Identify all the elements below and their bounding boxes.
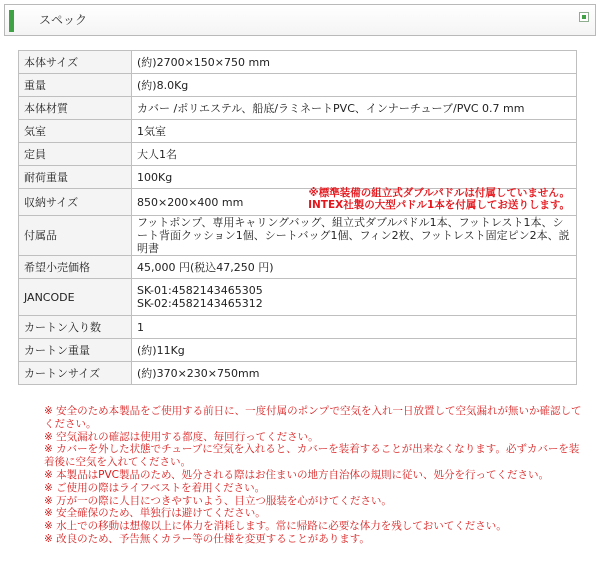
spec-value: 1気室 — [132, 120, 577, 143]
spec-label: 重量 — [19, 74, 132, 97]
spec-value: (約)11Kg — [132, 339, 577, 362]
section-header — [4, 4, 596, 36]
table-row — [19, 362, 577, 385]
table-row — [19, 339, 577, 362]
table-row — [19, 97, 577, 120]
table-row — [19, 51, 577, 74]
jancode-value: SK-01:4582143465305 — [137, 284, 263, 297]
table-row — [19, 316, 577, 339]
spec-label: 気室 — [19, 120, 132, 143]
spec-label: 耐荷重量 — [19, 166, 132, 189]
section-title: スペック — [39, 13, 88, 27]
spec-value-cell — [132, 189, 577, 216]
spec-table — [18, 50, 577, 385]
caution-note: ※ ご使用の際はライフベストを着用ください。 — [44, 481, 266, 494]
spec-value: カバー /ポリエステル、船底/ラミネートPVC、インナーチューブ/PVC 0.7 mm — [132, 97, 577, 120]
table-row — [19, 256, 577, 279]
spec-label: 本体サイズ — [19, 51, 132, 74]
spec-label: カートン入り数 — [19, 316, 132, 339]
spec-value: フットポンプ、専用キャリングバッグ、組立式ダブルパドル1本、フットレスト1本、シート背面クッション1個、シートバッグ1個、フィン2枚、フットレスト固定ピン2本、説明書 — [132, 216, 577, 256]
spec-label: 本体材質 — [19, 97, 132, 120]
spec-label: 収納サイズ — [19, 189, 132, 216]
spec-label: 定員 — [19, 143, 132, 166]
collapse-toggle-icon[interactable] — [579, 12, 589, 22]
caution-note: ※ 改良のため、予告無くカラー等の仕様を変更することがあります。 — [44, 532, 370, 545]
caution-note: ※ 本製品はPVC製品のため、処分される際はお住まいの地方自治体の規則に従い、処分を行ってください。 — [44, 468, 550, 481]
table-row — [19, 279, 577, 316]
caution-note: ※ 水上での移動は想像以上に体力を消耗します。常に帰路に必要な体力を残しておいてください。 — [44, 520, 507, 533]
paddle-notice — [308, 187, 570, 211]
spec-value: (約)370×230×750mm — [132, 362, 577, 385]
caution-notes — [44, 405, 584, 546]
table-row — [19, 143, 577, 166]
paddle-notice-line: INTEX社製の大型パドル1本を付属してお送りします。 — [308, 199, 570, 211]
table-row — [19, 189, 577, 216]
caution-note: ※ カバーを外した状態でチューブに空気を入れると、カバーを装着することが出来なくなります。必ずカバーを装着後に空気を入れてください。 — [44, 443, 580, 469]
spec-label: カートンサイズ — [19, 362, 132, 385]
table-row — [19, 216, 577, 256]
spec-value: (約)8.0Kg — [132, 74, 577, 97]
table-row — [19, 166, 577, 189]
paddle-notice-line: ※標準装備の組立式ダブルパドルは付属していません。 — [308, 187, 570, 199]
caution-note: ※ 安全確保のため、単独行は避けてください。 — [44, 507, 266, 520]
caution-note: ※ 万が一の際に人目につきやすいよう、目立つ服装を心がけてください。 — [44, 494, 392, 507]
caution-note: ※ 安全のため本製品をご使用する前日に、一度付属のポンプで空気を入れ一日放置して空気漏れが無いか確認してください。 — [44, 405, 582, 430]
spec-value: 850×200×400 mm — [137, 195, 244, 209]
table-row — [19, 120, 577, 143]
spec-value: 100Kg — [132, 166, 577, 189]
spec-label: 希望小売価格 — [19, 256, 132, 279]
spec-label: 付属品 — [19, 216, 132, 256]
spec-label: JANCODE — [19, 279, 132, 316]
jancode-value: SK-02:4582143465312 — [137, 297, 263, 310]
spec-value: 1 — [132, 316, 577, 339]
spec-label: カートン重量 — [19, 339, 132, 362]
spec-value: 大人1名 — [132, 143, 577, 166]
table-row — [19, 74, 577, 97]
header-accent-bar — [9, 10, 14, 32]
spec-value: (約)2700×150×750 mm — [132, 51, 577, 74]
spec-value-cell — [132, 279, 577, 316]
caution-note: ※ 空気漏れの確認は使用する都度、毎回行ってください。 — [44, 430, 319, 443]
spec-value: 45,000 円(税込47,250 円) — [132, 256, 577, 279]
